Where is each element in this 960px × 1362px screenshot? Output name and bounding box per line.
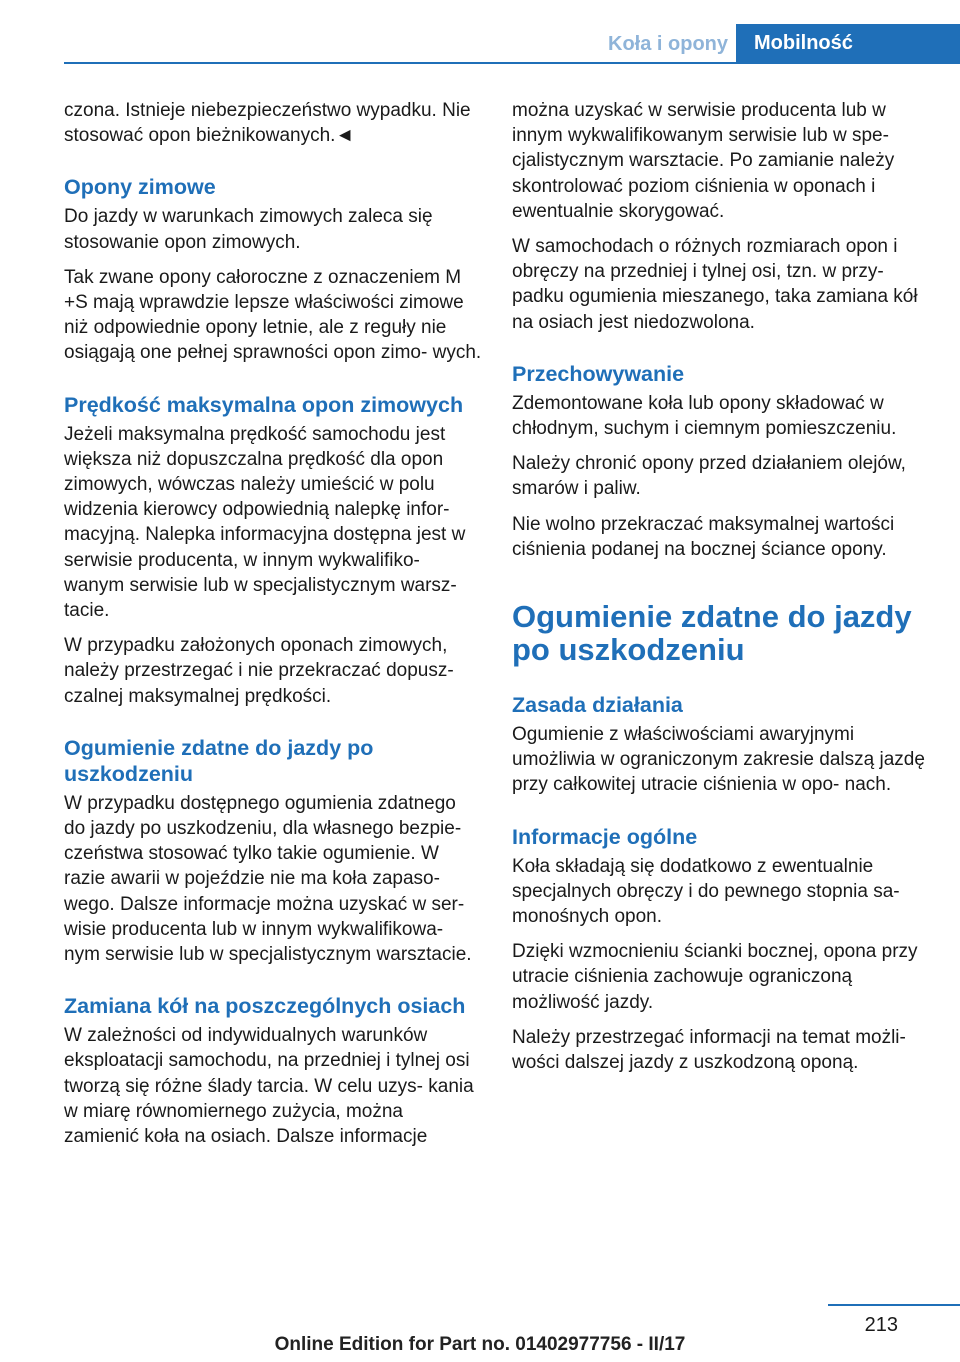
left-column: [64, 98, 482, 1159]
header-section-title: Koła i opony: [608, 33, 728, 55]
page-number: 213: [864, 1314, 898, 1336]
paragraph: Do jazdy w warunkach zimowych zaleca się stosowanie opon zimowych.: [64, 206, 433, 253]
paragraph: można uzyskać w serwisie producenta lub w innym wykwalifikowanym serwisie lub w spe‐ cjalistycznym warsztacie. Po zamianie należy skontrolować poziom ciśnienia w oponach i ewentualnie skorygować.: [512, 100, 895, 222]
paragraph: Nie wolno przekraczać maksymalnej wartości ciśnienia podanej na bocznej ściance opony.: [512, 513, 895, 560]
paragraph: W samochodach o różnych rozmiarach opon i obręczy na przedniej i tylnej osi, tzn. w przy‐ padku ogumienia mieszanego, taka zamiana kół na osiach jest niedozwolona.: [512, 236, 918, 333]
header-chapter-tab: Mobilność: [736, 24, 960, 62]
paragraph: Tak zwane opony całoroczne z oznaczeniem M +S mają wprawdzie lepsze właściwości zimowe niż odpowiednie opony letnie, ale z reguły nie osiągają one pełnej sprawności opon zimo‐ wych.: [64, 266, 482, 364]
paragraph: W przypadku dostępnego ogumienia zdatnego do jazdy po uszkodzeniu, dla własnego bezpie‐ czeństwa stosować tylko takie ogumienie. W razie awarii w pojeździe nie ma koła zapaso‐ wego. Dalsze informacje można uzyskać w ser‐ wisie producenta lub w innym wykwalifikowa‐ nym serwisie lub w specjalistycznym warsztacie.: [64, 792, 472, 966]
paragraph: Należy przestrzegać informacji na temat możli‐ wości dalszej jazdy z uszkodzoną oponą.: [512, 1026, 906, 1074]
subsection-heading: Zasada działania: [512, 693, 683, 718]
paragraph: W przypadku założonych oponach zimowych, należy przestrzegać i nie przekraczać dopusz‐ czalnej maksymalnej prędkości.: [64, 635, 454, 707]
paragraph: Jeżeli maksymalna prędkość samochodu jest większa niż dopuszczalna prędkość dla opon zimowych, wówczas należy umieścić w polu widzenia kierowcy odpowiednią nalepkę infor‐ macyjną. Nalepka informacyjna dostępna jest w serwisie producenta, w innym wykwalifiko‐ wanym serwisie lub w specjalistycznym warsz‐ tacie.: [64, 423, 466, 622]
header-rule: [64, 62, 960, 64]
subsection-heading: Informacje ogólne: [512, 824, 698, 849]
subsection-heading: Przechowywanie: [512, 361, 685, 386]
right-column: [512, 98, 932, 1085]
subsection-heading: Zamiana kół na poszczególnych osiach: [64, 994, 466, 1019]
subsection-heading: Opony zimowe: [64, 175, 216, 200]
paragraph: W zależności od indywidualnych warunków eksploatacji samochodu, na przedniej i tylnej osi tworzą się różne ślady tarcia. W celu uzys‐ kania w miarę równomiernego zużycia, można zamienić koła na osiach. Dalsze informacje: [64, 1025, 474, 1148]
subsection-heading: Ogumienie zdatne do jazdy po uszkodzeniu: [64, 735, 374, 786]
paragraph: Należy chronić opony przed działaniem olejów, smarów i paliw.: [512, 453, 906, 500]
section-heading: Ogumienie zdatne do jazdy po uszkodzeniu: [512, 599, 912, 668]
subsection-heading: Prędkość maksymalna opon zimowych: [64, 392, 464, 417]
paragraph: Dzięki wzmocnieniu ścianki bocznej, opona przy utracie ciśnienia zachowuje ograniczoną możliwość jazdy.: [512, 941, 918, 1013]
edition-footer: Online Edition for Part no. 01402977756 - II/17: [274, 1334, 686, 1355]
paragraph: Koła składają się dodatkowo z ewentualnie specjalnych obręczy i do pewnego stopnia sa‐ monośnych opon.: [512, 855, 900, 928]
paragraph: Ogumienie z właściwościami awaryjnymi umożliwia w ograniczonym zakresie dalszą jazdę przy całkowitej utracie ciśnienia w opo‐ nach.: [512, 724, 925, 796]
footer-rule: [828, 1304, 960, 1306]
paragraph: Zdemontowane koła lub opony składować w chłodnym, suchym i ciemnym pomieszczeniu.: [512, 392, 897, 440]
paragraph: czona. Istnieje niebezpieczeństwo wypadku. Nie stosować opon bieżnikowanych.◄: [64, 100, 471, 147]
